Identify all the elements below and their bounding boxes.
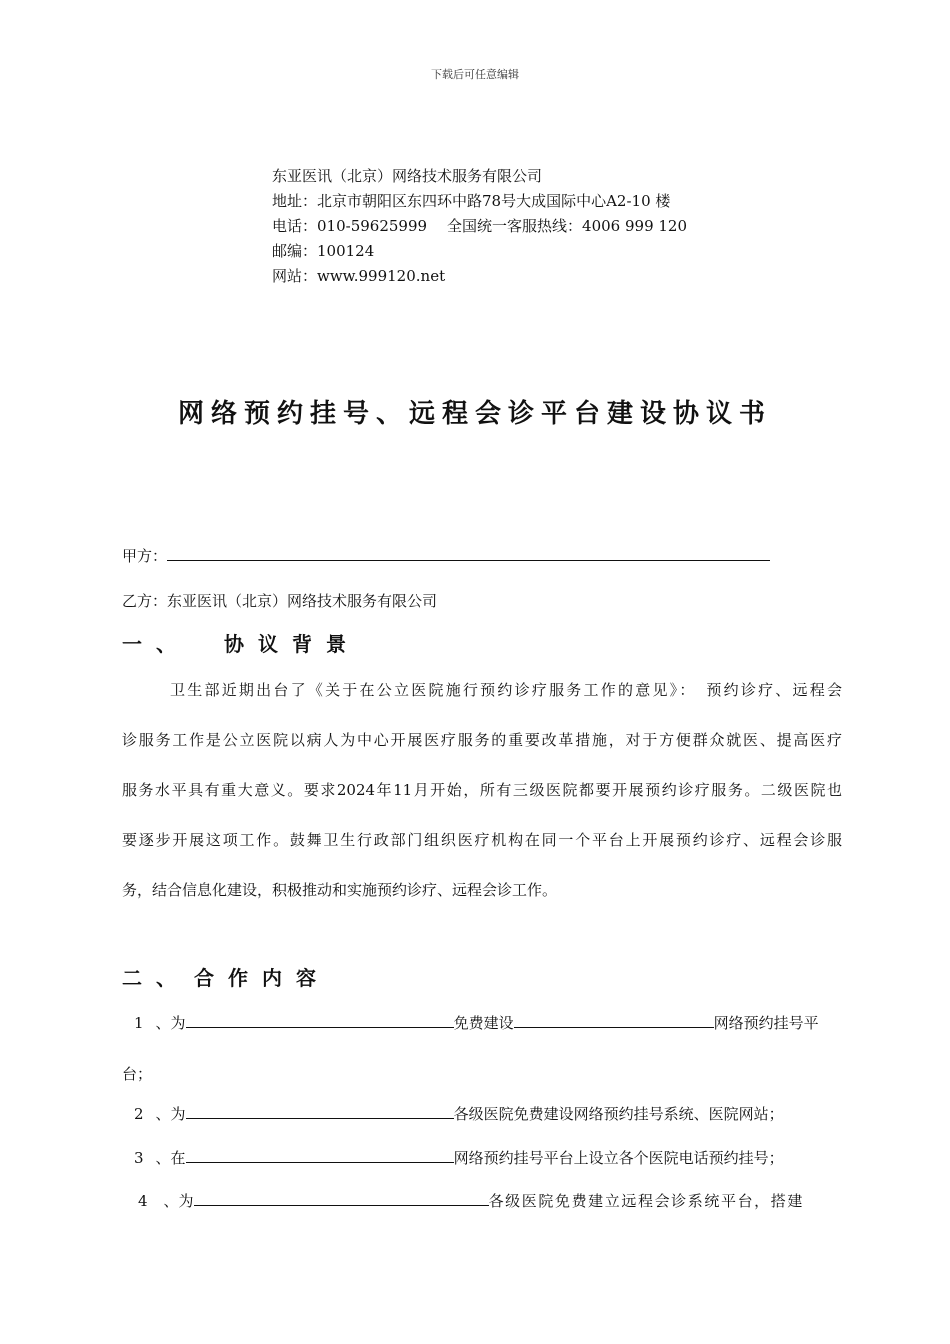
section-1-number: 一、 xyxy=(122,632,190,656)
item-text: 各级医院免费建设网络预约挂号系统、医院网站； xyxy=(453,1105,784,1123)
list-item xyxy=(134,1012,819,1033)
header-note: 下载后可任意编辑 xyxy=(431,68,519,81)
company-website: 网站：www.999120.net xyxy=(272,267,446,285)
company-name: 东亚医讯（北京）网络技术服务有限公司 xyxy=(272,167,543,185)
paragraph-line: 服务水平具有重大意义。要求2024年11月开始，所有三级医院都要开展预约诊疗服务。二级医院也 xyxy=(122,781,842,799)
company-phone-line xyxy=(272,214,687,239)
item-number: 3 xyxy=(134,1149,144,1167)
document-title: 网络预约挂号、远程会诊平台建设协议书 xyxy=(177,399,772,429)
item-text: 网络预约挂号平 xyxy=(713,1014,819,1032)
item-number: 2 xyxy=(134,1105,144,1123)
item-text: 各级医院免费建立远程会诊系统平台，搭建 xyxy=(488,1192,804,1210)
fill-blank xyxy=(186,1148,454,1163)
paragraph-line: 卫生部近期出台了《关于在公立医院施行预约诊疗服务工作的意见》： 预约诊疗、远程会 xyxy=(170,681,842,699)
section-2-title: 合作内容 xyxy=(194,966,330,990)
fill-blank xyxy=(186,1104,454,1119)
party-a-label: 甲方： xyxy=(122,547,168,565)
item-prefix: 、在 xyxy=(155,1149,186,1167)
list-item xyxy=(134,1103,784,1124)
section-1-title: 协议背景 xyxy=(224,632,360,656)
list-item-continuation: 台； xyxy=(122,1065,153,1083)
paragraph-line: 要逐步开展这项工作。鼓舞卫生行政部门组织医疗机构在同一个平台上开展预约诊疗、远程会诊服 xyxy=(122,831,842,849)
party-b-line: 乙方：东亚医讯（北京）网络技术服务有限公司 xyxy=(122,592,438,610)
fill-blank xyxy=(514,1013,714,1028)
fill-blank xyxy=(194,1191,489,1206)
paragraph-line: 务，结合信息化建设，积极推动和实施预约诊疗、远程会诊工作。 xyxy=(122,881,558,899)
list-item xyxy=(134,1147,784,1168)
item-prefix: 、为 xyxy=(155,1014,186,1032)
list-item xyxy=(138,1190,804,1211)
party-a-blank xyxy=(167,546,770,561)
company-postcode: 邮编：100124 xyxy=(272,242,375,260)
company-hotline: 全国统一客服热线：4006 999 120 xyxy=(447,217,688,235)
item-number: 1 xyxy=(134,1014,144,1032)
fill-blank xyxy=(186,1013,454,1028)
item-prefix: 、为 xyxy=(163,1192,194,1210)
company-address: 地址：北京市朝阳区东四环中路78号大成国际中心A2-10 楼 xyxy=(272,192,671,210)
company-info-block xyxy=(272,164,687,289)
party-a-line xyxy=(122,545,770,566)
item-number: 4 xyxy=(138,1192,148,1210)
item-prefix: 、为 xyxy=(155,1105,186,1123)
paragraph-line: 诊服务工作是公立医院以病人为中心开展医疗服务的重要改革措施，对于方便群众就医、提高医疗 xyxy=(122,731,842,749)
company-phone: 电话：010-59625999 xyxy=(272,217,428,235)
section-1-heading xyxy=(122,628,360,657)
section-2-heading xyxy=(122,962,330,991)
section-1-paragraph xyxy=(122,665,842,915)
item-text: 网络预约挂号平台上设立各个医院电话预约挂号； xyxy=(453,1149,784,1167)
item-middle: 免费建设 xyxy=(453,1014,514,1032)
section-2-number: 二、 xyxy=(122,966,190,990)
